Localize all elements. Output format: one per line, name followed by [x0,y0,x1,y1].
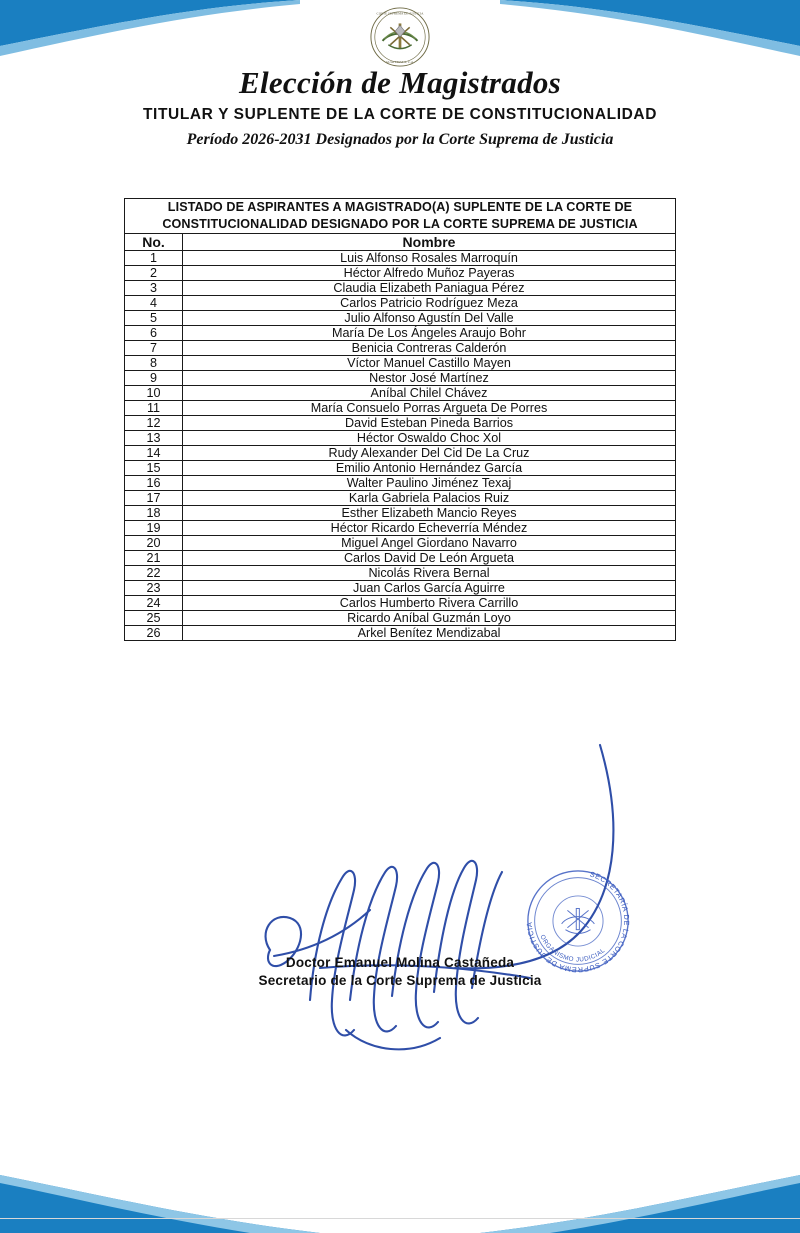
svg-text:ORGANISMO JUDICIAL: ORGANISMO JUDICIAL [538,933,607,964]
table-row [125,311,676,326]
table-body [125,199,676,641]
row-number: 12 [125,416,183,431]
row-name: María De Los Ángeles Araujo Bohr [183,326,676,341]
row-number: 23 [125,581,183,596]
document-period: Período 2026-2031 Designados por la Corte Suprema de Justicia [186,131,614,149]
row-name: Carlos Patricio Rodríguez Meza [183,296,676,311]
row-name: Carlos David De León Argueta [183,551,676,566]
table-row [125,506,676,521]
row-number: 25 [125,611,183,626]
table-row [125,566,676,581]
table-row [125,266,676,281]
row-name: Héctor Oswaldo Choc Xol [183,431,676,446]
row-number: 21 [125,551,183,566]
row-number: 7 [125,341,183,356]
row-number: 26 [125,626,183,641]
table-row [125,551,676,566]
handwritten-signature-icon [250,700,650,1080]
row-name: Rudy Alexander Del Cid De La Cruz [183,446,676,461]
table-row [125,416,676,431]
row-name: Nicolás Rivera Bernal [183,566,676,581]
row-name: Benicia Contreras Calderón [183,341,676,356]
row-number: 20 [125,536,183,551]
table-row [125,611,676,626]
column-header-nombre: Nombre [183,234,676,251]
svg-text:SECRETARÍA DE LA CORTE SUPREMA: SECRETARÍA DE LA CORTE SUPREMA DE JUSTICIA [525,869,631,974]
table-row [125,356,676,371]
table-row [125,281,676,296]
table-row [125,296,676,311]
table-row [125,491,676,506]
row-number: 8 [125,356,183,371]
table-row [125,581,676,596]
row-number: 4 [125,296,183,311]
table-row [125,326,676,341]
row-number: 17 [125,491,183,506]
row-name: Nestor José Martínez [183,371,676,386]
row-name: Esther Elizabeth Mancio Reyes [183,506,676,521]
page-bottom-rule [0,1218,800,1219]
row-number: 18 [125,506,183,521]
table-caption-row [125,199,676,234]
aspirantes-table-container [124,198,676,641]
table-header-row [125,234,676,251]
row-name: María Consuelo Porras Argueta De Porres [183,401,676,416]
row-name: Emilio Antonio Hernández García [183,461,676,476]
row-name: Víctor Manuel Castillo Mayen [183,356,676,371]
signature-block [0,955,800,988]
table-row [125,521,676,536]
row-name: Claudia Elizabeth Paniagua Pérez [183,281,676,296]
row-name: Ricardo Aníbal Guzmán Loyo [183,611,676,626]
table-row [125,461,676,476]
row-number: 9 [125,371,183,386]
table-row [125,251,676,266]
row-name: Arkel Benítez Mendizabal [183,626,676,641]
table-caption: LISTADO DE ASPIRANTES A MAGISTRADO(A) SUPLENTE DE LA CORTE DE CONSTITUCIONALIDAD DESIGNADO POR LA CORTE SUPREMA DE JUSTICIA [125,199,676,234]
row-name: Miguel Angel Giordano Navarro [183,536,676,551]
table-row [125,371,676,386]
aspirantes-table [124,198,676,641]
document-header [0,66,800,149]
row-number: 14 [125,446,183,461]
row-name: Luis Alfonso Rosales Marroquín [183,251,676,266]
svg-text:GUATEMALA, C.A.: GUATEMALA, C.A. [385,60,415,65]
page-title: Elección de Magistrados [238,65,562,100]
table-row [125,626,676,641]
row-name: Héctor Ricardo Echeverría Méndez [183,521,676,536]
signatory-role: Secretario de la Corte Suprema de Justicia [258,973,542,988]
decorative-swoosh-bottom-right [480,1153,800,1233]
row-number: 5 [125,311,183,326]
table-row [125,596,676,611]
row-name: Julio Alfonso Agustín Del Valle [183,311,676,326]
row-number: 16 [125,476,183,491]
row-number: 2 [125,266,183,281]
row-number: 22 [125,566,183,581]
svg-text:CORTE SUPREMA DE JUSTICIA: CORTE SUPREMA DE JUSTICIA [376,11,424,16]
row-number: 10 [125,386,183,401]
row-name: Karla Gabriela Palacios Ruiz [183,491,676,506]
row-number: 24 [125,596,183,611]
row-number: 6 [125,326,183,341]
signatory-name: Doctor Emanuel Molina Castañeda [285,955,515,970]
row-number: 11 [125,401,183,416]
table-row [125,401,676,416]
column-header-no: No. [125,234,183,251]
decorative-swoosh-bottom-left [0,1153,320,1233]
table-row [125,476,676,491]
row-name: Carlos Humberto Rivera Carrillo [183,596,676,611]
row-name: Aníbal Chilel Chávez [183,386,676,401]
row-number: 3 [125,281,183,296]
row-number: 15 [125,461,183,476]
row-number: 19 [125,521,183,536]
table-row [125,431,676,446]
row-number: 1 [125,251,183,266]
row-name: Juan Carlos García Aguirre [183,581,676,596]
row-name: David Esteban Pineda Barrios [183,416,676,431]
row-number: 13 [125,431,183,446]
row-name: Walter Paulino Jiménez Texaj [183,476,676,491]
guatemala-coat-of-arms-icon [369,6,431,68]
document-subtitle: TITULAR Y SUPLENTE DE LA CORTE DE CONSTITUCIONALIDAD [142,106,657,124]
table-row [125,341,676,356]
row-name: Héctor Alfredo Muñoz Payeras [183,266,676,281]
table-row [125,386,676,401]
table-row [125,536,676,551]
crest-container [0,6,800,73]
table-row [125,446,676,461]
